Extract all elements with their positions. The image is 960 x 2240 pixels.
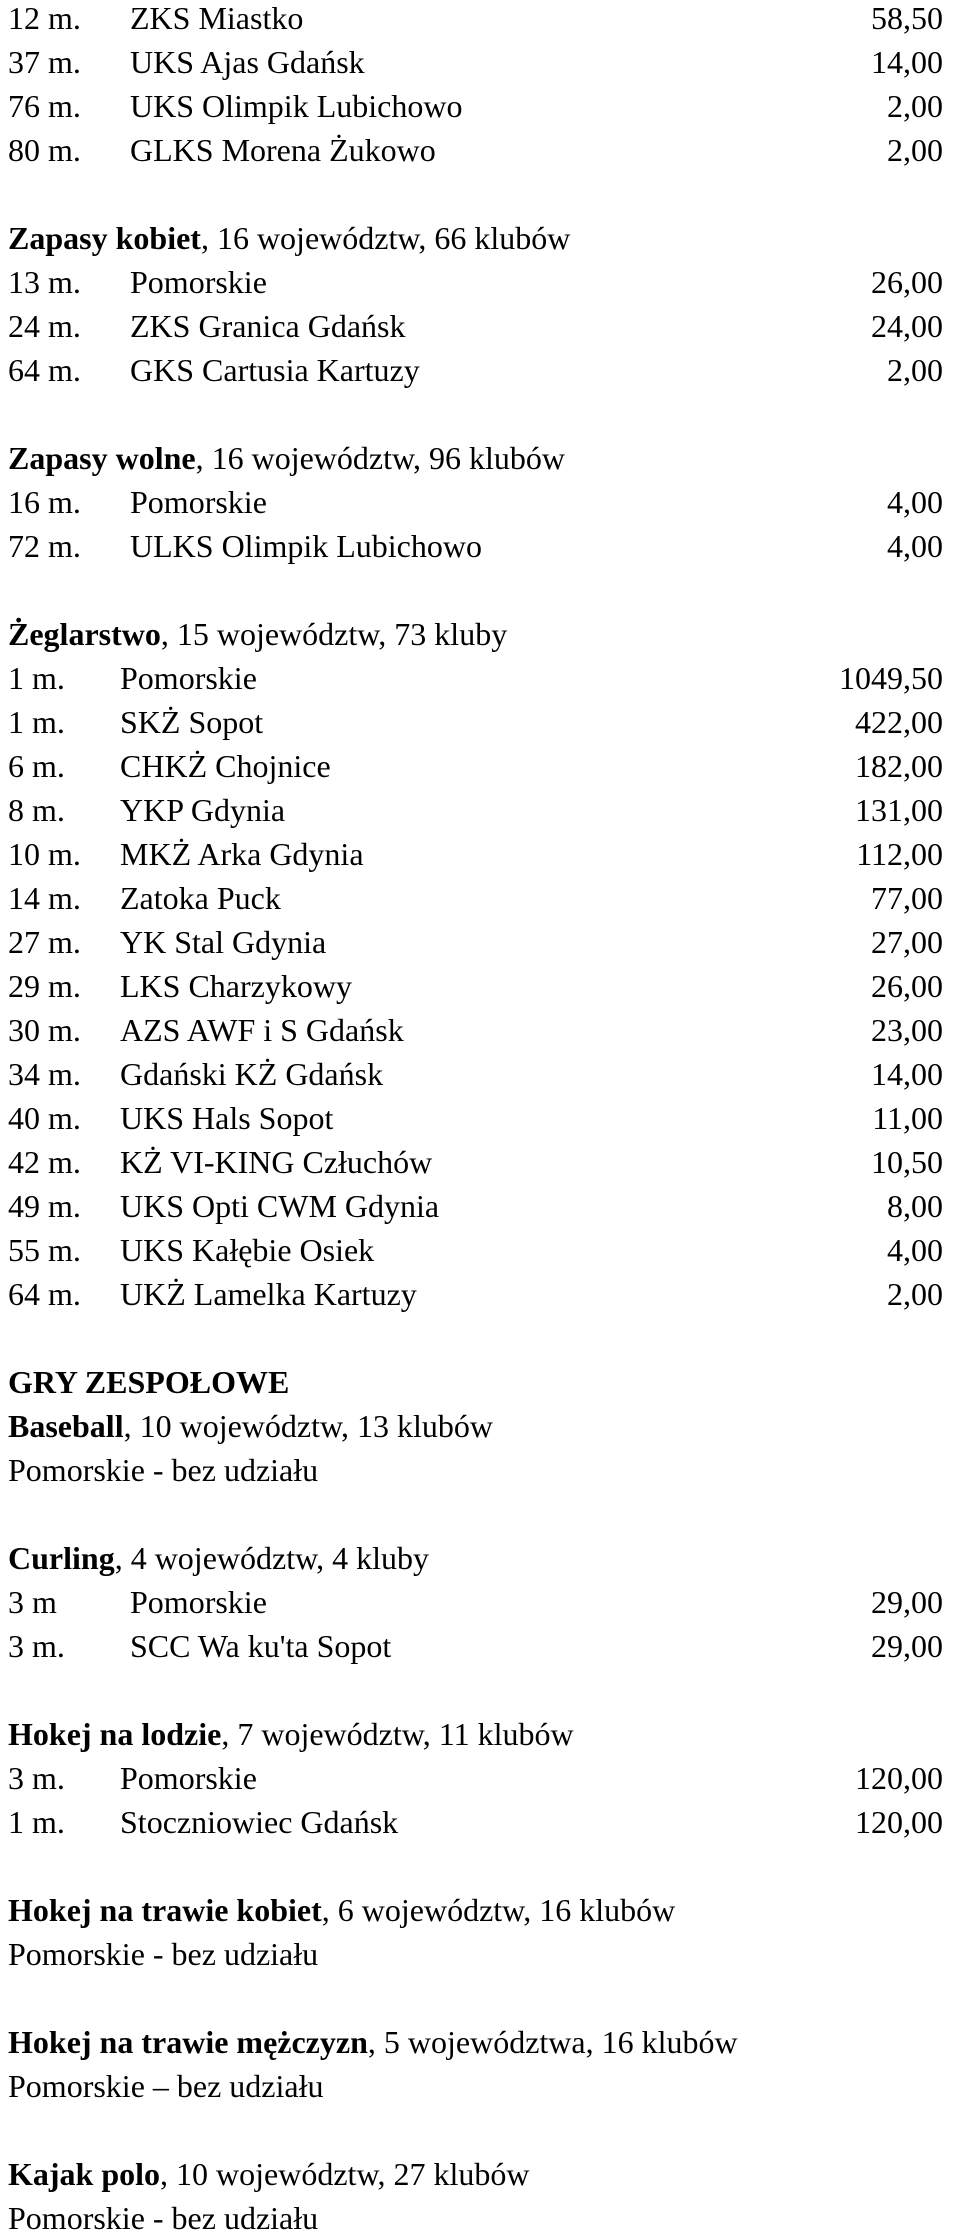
rank: 49 m.: [8, 1188, 81, 1224]
points: 120,00: [855, 1760, 943, 1796]
rank: 1 m.: [8, 704, 65, 740]
club-name: ZKS Miastko: [130, 0, 304, 36]
club-name: Pomorskie: [120, 660, 257, 696]
rank: 37 m.: [8, 44, 81, 80]
table-row: [8, 1580, 943, 1624]
club-name: AZS AWF i S Gdańsk: [120, 1012, 404, 1048]
rank: 64 m.: [8, 1276, 81, 1312]
points: 8,00: [887, 1188, 943, 1224]
points: 26,00: [871, 264, 943, 300]
club-name: GLKS Morena Żukowo: [130, 132, 436, 168]
table-row: [8, 964, 943, 1008]
table-row: [8, 84, 943, 128]
rank: 72 m.: [8, 528, 81, 564]
section-team-games: [8, 1360, 943, 2240]
points: 2,00: [887, 88, 943, 124]
club-name: Pomorskie: [130, 1584, 267, 1620]
points: 182,00: [855, 748, 943, 784]
club-name: Pomorskie: [130, 264, 267, 300]
rank: 1 m.: [8, 1804, 65, 1840]
club-name: UKS Ajas Gdańsk: [130, 44, 365, 80]
section-heading: [8, 1536, 943, 1580]
discipline-info: , 7 województw, 11 klubów: [221, 1716, 574, 1752]
table-row: [8, 788, 943, 832]
rank: 42 m.: [8, 1144, 81, 1180]
discipline-name: Curling: [8, 1540, 115, 1576]
table-row: [8, 1228, 943, 1272]
section-continuation: [8, 0, 943, 172]
club-name: Stoczniowiec Gdańsk: [120, 1804, 399, 1840]
points: 2,00: [887, 1276, 943, 1312]
points: 29,00: [871, 1584, 943, 1620]
discipline-info: , 6 województw, 16 klubów: [321, 1892, 676, 1928]
table-row: [8, 1272, 943, 1316]
section-freestyle-wrestling: [8, 436, 943, 568]
discipline-info: , 15 województw, 73 kluby: [160, 616, 508, 652]
table-row: [8, 0, 943, 40]
section-heading: [8, 1888, 943, 1932]
club-name: ZKS Granica Gdańsk: [130, 308, 406, 344]
section-heading: [8, 216, 943, 260]
discipline-info: , 10 województw, 27 klubów: [160, 2156, 530, 2192]
club-name: Gdański KŻ Gdańsk: [120, 1056, 384, 1092]
club-name: KŻ VI-KING Człuchów: [120, 1144, 433, 1180]
table-row: [8, 304, 943, 348]
participation-note: Pomorskie – bez udziału: [8, 2068, 324, 2104]
club-name: Zatoka Puck: [120, 880, 281, 916]
rank: 64 m.: [8, 352, 81, 388]
table-row: [8, 1140, 943, 1184]
club-name: ULKS Olimpik Lubichowo: [130, 528, 482, 564]
points: 4,00: [887, 528, 943, 564]
club-name: UKS Hals Sopot: [120, 1100, 334, 1136]
points: 2,00: [887, 352, 943, 388]
table-row: [8, 1008, 943, 1052]
rank: 6 m.: [8, 748, 65, 784]
rank: 3 m.: [8, 1760, 65, 1796]
discipline-name: Kajak polo: [8, 2156, 161, 2192]
discipline-name: Zapasy kobiet: [8, 220, 201, 256]
table-row: [8, 920, 943, 964]
table-row: [8, 744, 943, 788]
club-name: SKŻ Sopot: [120, 704, 264, 740]
club-name: UKS Olimpik Lubichowo: [130, 88, 463, 124]
participation-note: Pomorskie - bez udziału: [8, 2200, 319, 2236]
points: 14,00: [871, 1056, 943, 1092]
points: 14,00: [871, 44, 943, 80]
club-name: Pomorskie: [120, 1760, 257, 1796]
rank: 27 m.: [8, 924, 81, 960]
rank: 10 m.: [8, 836, 81, 872]
points: 11,00: [872, 1100, 943, 1136]
club-name: GKS Cartusia Kartuzy: [130, 352, 420, 388]
points: 4,00: [887, 484, 943, 520]
discipline-name: Żeglarstwo: [8, 616, 161, 652]
rank: 8 m.: [8, 792, 65, 828]
club-name: Pomorskie: [130, 484, 267, 520]
points: 422,00: [855, 704, 943, 740]
table-row: [8, 1096, 943, 1140]
rank: 55 m.: [8, 1232, 81, 1268]
club-name: YKP Gdynia: [120, 792, 286, 828]
table-row: [8, 1624, 943, 1668]
discipline-info: , 4 województw, 4 kluby: [114, 1540, 430, 1576]
section-heading: [8, 612, 943, 656]
rank: 40 m.: [8, 1100, 81, 1136]
note-line: [8, 2196, 943, 2240]
section-women-wrestling: [8, 216, 943, 392]
rank: 34 m.: [8, 1056, 81, 1092]
note-line: [8, 1932, 943, 1976]
discipline-info: , 16 województw, 96 klubów: [195, 440, 566, 476]
team-games-title: GRY ZESPOŁOWE: [8, 1364, 290, 1400]
participation-note: Pomorskie - bez udziału: [8, 1936, 319, 1972]
rank: 3 m: [8, 1584, 57, 1620]
rank: 24 m.: [8, 308, 81, 344]
table-row: [8, 524, 943, 568]
discipline-name: Zapasy wolne: [8, 440, 196, 476]
note-line: [8, 2064, 943, 2108]
rank: 1 m.: [8, 660, 65, 696]
points: 1049,50: [839, 660, 943, 696]
discipline-info: , 10 województw, 13 klubów: [123, 1408, 494, 1444]
table-row: [8, 876, 943, 920]
points: 10,50: [871, 1144, 943, 1180]
discipline-name: Hokej na lodzie: [8, 1716, 222, 1752]
points: 120,00: [855, 1804, 943, 1840]
table-row: [8, 1756, 943, 1800]
rank: 13 m.: [8, 264, 81, 300]
table-row: [8, 128, 943, 172]
club-name: UKŻ Lamelka Kartuzy: [120, 1276, 417, 1312]
table-row: [8, 260, 943, 304]
table-row: [8, 348, 943, 392]
points: 58,50: [871, 0, 943, 36]
table-row: [8, 1052, 943, 1096]
points: 112,00: [856, 836, 943, 872]
table-row: [8, 1184, 943, 1228]
note-line: [8, 1448, 943, 1492]
points: 131,00: [855, 792, 943, 828]
points: 2,00: [887, 132, 943, 168]
rank: 29 m.: [8, 968, 81, 1004]
discipline-info: , 5 województwa, 16 klubów: [367, 2024, 738, 2060]
club-name: YK Stal Gdynia: [120, 924, 327, 960]
points: 27,00: [871, 924, 943, 960]
participation-note: Pomorskie - bez udziału: [8, 1452, 319, 1488]
club-name: SCC Wa ku'ta Sopot: [130, 1628, 392, 1664]
discipline-name: Baseball: [8, 1408, 124, 1444]
points: 23,00: [871, 1012, 943, 1048]
section-title: [8, 1360, 943, 1404]
points: 24,00: [871, 308, 943, 344]
table-row: [8, 40, 943, 84]
rank: 80 m.: [8, 132, 81, 168]
club-name: CHKŻ Chojnice: [120, 748, 331, 784]
rank: 30 m.: [8, 1012, 81, 1048]
discipline-name: Hokej na trawie kobiet: [8, 1892, 322, 1928]
section-heading: [8, 2152, 943, 2196]
club-name: MKŻ Arka Gdynia: [120, 836, 364, 872]
club-name: LKS Charzykowy: [120, 968, 352, 1004]
table-row: [8, 656, 943, 700]
points: 29,00: [871, 1628, 943, 1664]
club-name: UKS Opti CWM Gdynia: [120, 1188, 440, 1224]
points: 4,00: [887, 1232, 943, 1268]
rank: 3 m.: [8, 1628, 65, 1664]
discipline-info: , 16 województw, 66 klubów: [200, 220, 571, 256]
table-row: [8, 1800, 943, 1844]
section-heading: [8, 1712, 943, 1756]
club-name: UKS Kałębie Osiek: [120, 1232, 375, 1268]
rank: 12 m.: [8, 0, 81, 36]
table-row: [8, 480, 943, 524]
section-heading: [8, 436, 943, 480]
rank: 14 m.: [8, 880, 81, 916]
rank: 16 m.: [8, 484, 81, 520]
section-sailing: [8, 612, 943, 1316]
document: [8, 0, 943, 2240]
points: 26,00: [871, 968, 943, 1004]
table-row: [8, 832, 943, 876]
rank: 76 m.: [8, 88, 81, 124]
points: 77,00: [871, 880, 943, 916]
section-heading: [8, 2020, 943, 2064]
discipline-name: Hokej na trawie mężczyzn: [8, 2024, 368, 2060]
table-row: [8, 700, 943, 744]
section-heading: [8, 1404, 943, 1448]
